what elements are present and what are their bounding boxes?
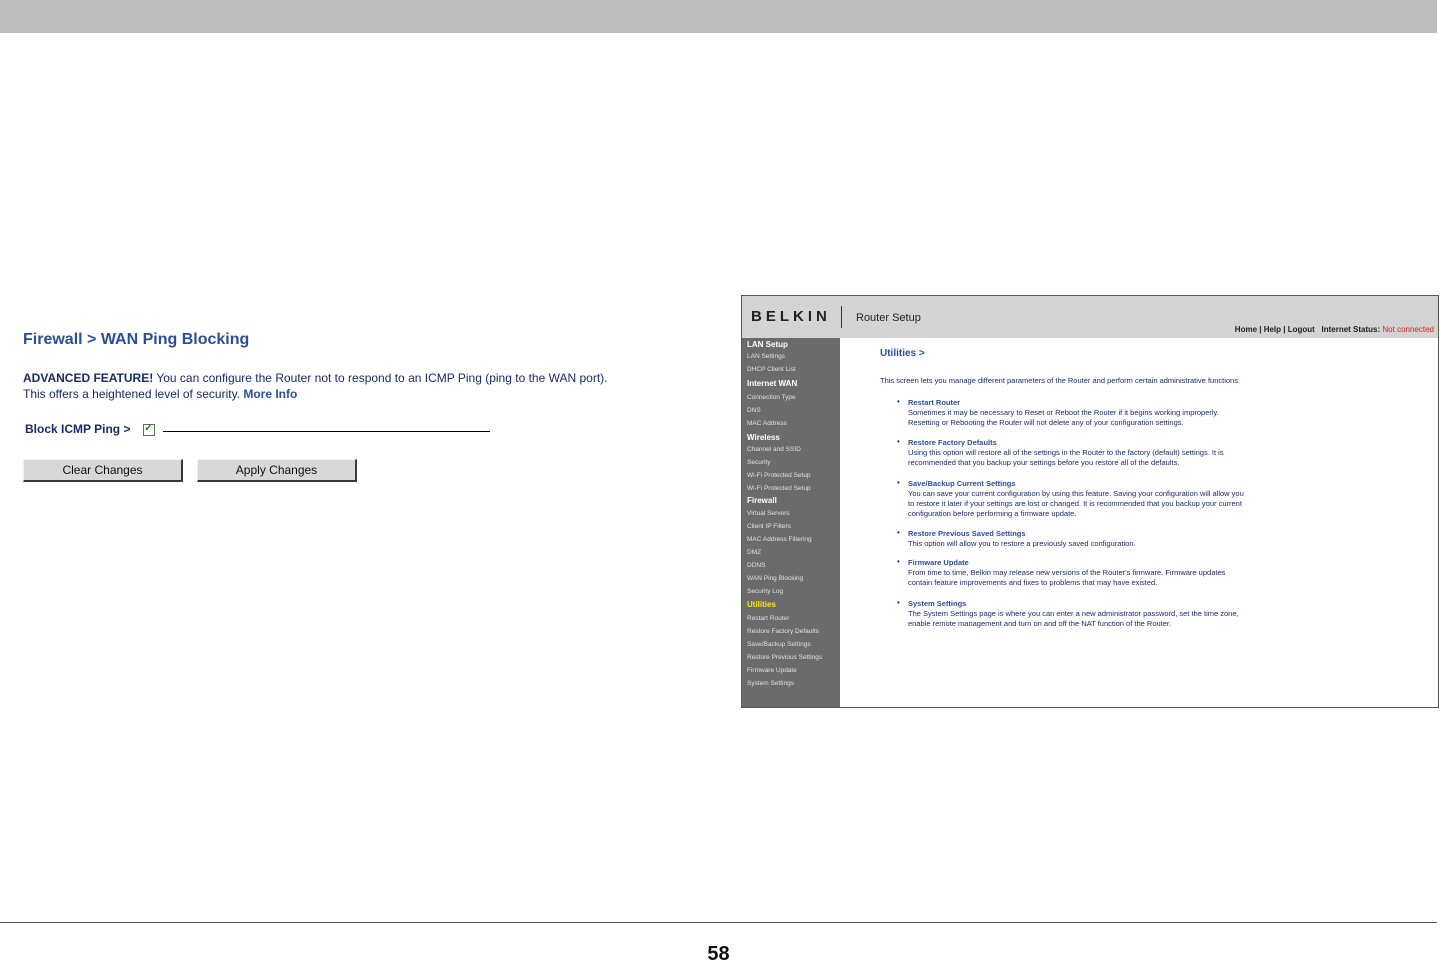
utility-description: Using this option will restore all of the settings in the Router to the factory (default) settings. It is [908,448,1224,457]
sidebar-item[interactable]: Firmware Update [747,667,797,674]
sidebar-item[interactable]: Security Log [747,588,784,595]
checkmark-icon: ✓ [144,422,154,434]
utility-link[interactable]: Restore Factory Defaults [908,438,997,447]
utility-description: contain feature improvements and fixes to problems that may have existed. [908,578,1158,587]
sidebar-item[interactable]: Wireless [747,433,780,442]
sidebar-item[interactable]: DDNS [747,562,766,569]
apply-changes-button[interactable]: Apply Changes [197,459,357,482]
header-links [1235,325,1434,334]
sidebar-item[interactable]: Firewall [747,496,777,505]
sidebar-item[interactable]: Restart Router [747,615,790,622]
utility-description: recommended that you backup your settings before you restore all of the defaults. [908,458,1180,467]
sidebar-item[interactable]: LAN Setup [747,340,788,349]
utility-description: You can save your current configuration by using this feature. Saving your configuration will allow you [908,489,1244,498]
internet-status-label: Internet Status: [1321,325,1381,334]
callout-line [163,431,490,432]
router-sidebar [742,338,840,708]
utilities-title: Utilities > [880,348,925,359]
page-number: 58 [707,943,730,965]
sidebar-item[interactable]: MAC Address Filtering [747,536,812,543]
utility-link[interactable]: Restore Previous Saved Settings [908,529,1026,538]
home-help-logout-links[interactable]: Home | Help | Logout [1234,325,1315,334]
sidebar-item[interactable]: Utilities [747,600,776,609]
utility-entry [908,529,1136,549]
utility-description: to restore it later if your settings are lost or changed. It is recommended that you backup your current [908,499,1242,508]
utility-description: enable remote management and turn on and off the NAT function of the Router. [908,619,1172,628]
sidebar-item[interactable]: Virtual Servers [747,510,790,517]
sidebar-item[interactable]: Restore Factory Defaults [747,628,819,635]
utility-description: Resetting or Rebooting the Router will not delete any of your configuration settings. [908,418,1184,427]
utility-description: From time to time, Belkin may release new versions of the Router's firmware. Firmware updates [908,568,1226,577]
clear-changes-button[interactable]: Clear Changes [23,459,183,482]
sidebar-item[interactable]: Wi-Fi Protected Setup [747,472,811,479]
router-setup-window [741,295,1439,708]
sidebar-item[interactable]: System Settings [747,680,794,687]
internet-status-value: Not connected [1382,325,1434,334]
utility-entry [908,398,1219,428]
block-icmp-ping-label: Block ICMP Ping > [25,422,131,436]
utility-link[interactable]: System Settings [908,599,967,608]
description-line-2: This offers a heightened level of security. [23,387,244,401]
utility-entry [908,479,1244,519]
router-app-title: Router Setup [856,312,921,324]
sidebar-item[interactable]: Connection Type [747,394,796,401]
more-info-link[interactable]: More Info [243,387,298,401]
utility-description: The System Settings page is where you can enter a new administrator password, set the time zone, [908,609,1239,618]
description-line-1: You can configure the Router not to respond to an ICMP Ping (ping to the WAN port). [153,371,608,385]
utility-entry [908,599,1239,629]
bullet-icon: • [897,528,900,537]
sidebar-item[interactable]: DHCP Client List [747,366,796,373]
sidebar-item[interactable]: DMZ [747,549,762,556]
advanced-feature-label: ADVANCED FEATURE! [23,371,154,385]
sidebar-item[interactable]: MAC Address [747,420,787,427]
sidebar-item[interactable]: WAN Ping Blocking [747,575,804,582]
top-header-band [0,0,1437,33]
sidebar-item[interactable]: DNS [747,407,761,414]
utility-link[interactable]: Firmware Update [908,558,969,567]
bullet-icon: • [897,598,900,607]
sidebar-item[interactable]: Security [747,459,771,466]
utility-description: Sometimes it may be necessary to Reset or Reboot the Router if it begins working improperly. [908,408,1219,417]
utility-description: configuration before performing a firmware update. [908,509,1077,518]
utility-description: This option will allow you to restore a previously saved configuration. [908,539,1136,548]
belkin-logo: BELKIN [751,308,831,325]
sidebar-item[interactable]: Save/Backup Settings [747,641,811,648]
page-title: Firewall > WAN Ping Blocking [23,331,250,348]
sidebar-item[interactable]: Channel and SSID [747,446,801,453]
utility-entry [908,438,1224,468]
bullet-icon: • [897,478,900,487]
sidebar-item[interactable]: Wi-Fi Protected Setup [747,485,811,492]
feature-description [23,370,607,402]
block-icmp-ping-checkbox[interactable] [143,424,155,436]
header-divider [841,306,842,328]
utility-link[interactable]: Save/Backup Current Settings [908,479,1016,488]
bullet-icon: • [897,397,900,406]
sidebar-item[interactable]: Client IP Filters [747,523,791,530]
footer-rule [0,922,1437,923]
utility-entry [908,558,1225,588]
router-header [742,296,1438,338]
sidebar-item[interactable]: LAN Settings [747,353,785,360]
sidebar-item[interactable]: Restore Previous Settings [747,654,823,661]
utility-link[interactable]: Restart Router [908,398,961,407]
bullet-icon: • [897,437,900,446]
sidebar-item[interactable]: Internet WAN [747,379,798,388]
bullet-icon: • [897,557,900,566]
utilities-intro: This screen lets you manage different parameters of the Router and perform certain administrative functions. [880,376,1241,385]
